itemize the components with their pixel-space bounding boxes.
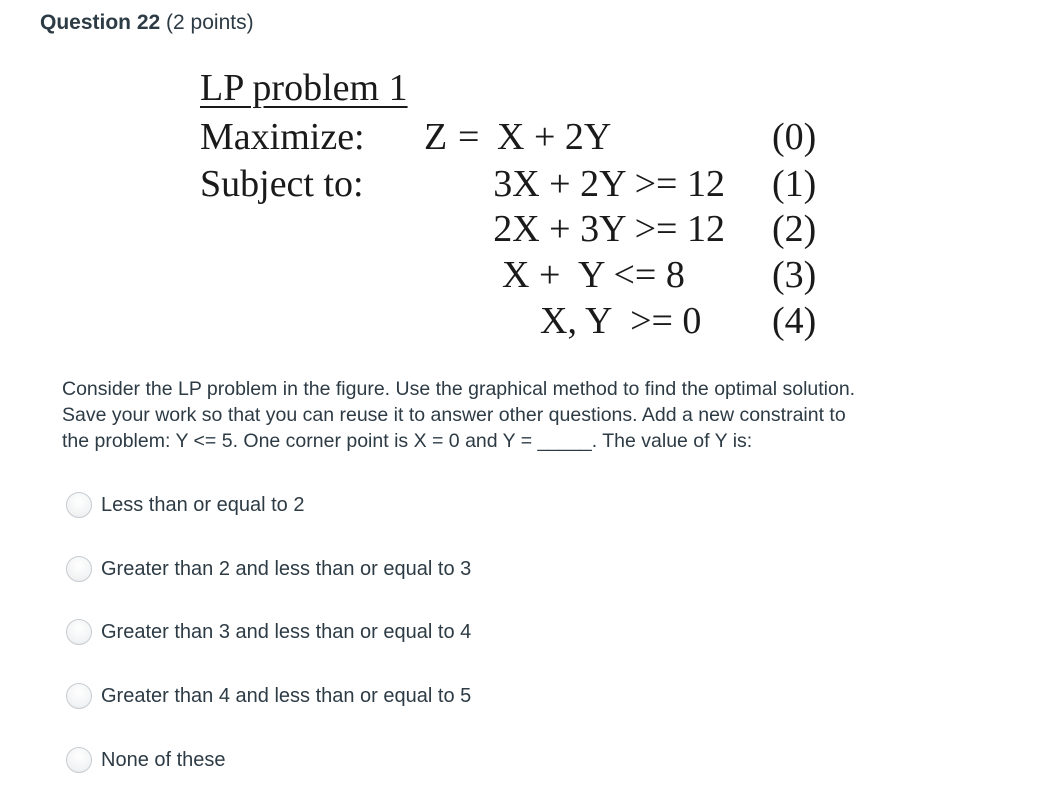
constraint-3-number: (3) [772, 254, 817, 296]
radio-button[interactable] [66, 683, 92, 709]
objective-z: Z [424, 116, 448, 158]
objective-equals: = [458, 116, 480, 158]
answer-option[interactable] [66, 747, 666, 773]
question-prompt [62, 376, 1022, 454]
figure-title: LP problem 1 [200, 67, 408, 109]
prompt-line-3: the problem: Y <= 5. One corner point is X = 0 and Y = _____. The value of Y is: [62, 430, 753, 452]
answer-label: None of these [101, 748, 226, 771]
constraint-1: 3X + 2Y >= 12 [493, 163, 725, 205]
radio-button[interactable] [66, 747, 92, 773]
answer-label: Less than or equal to 2 [101, 493, 305, 516]
constraint-1-number: (1) [772, 163, 817, 205]
constraint-2-number: (2) [772, 208, 817, 250]
answer-option[interactable] [66, 683, 666, 709]
answer-option[interactable] [66, 619, 666, 645]
objective-expression: X + 2Y [497, 116, 612, 158]
objective-number: (0) [772, 116, 817, 158]
answer-label: Greater than 4 and less than or equal to 5 [101, 684, 472, 707]
constraint-4: X, Y >= 0 [540, 300, 702, 342]
answer-option[interactable] [66, 492, 666, 518]
radio-button[interactable] [66, 492, 92, 518]
radio-button[interactable] [66, 556, 92, 582]
answer-option[interactable] [66, 556, 666, 582]
prompt-line-1: Consider the LP problem in the figure. Use the graphical method to find the optimal solution. [62, 378, 856, 400]
radio-button[interactable] [66, 619, 92, 645]
maximize-label: Maximize: [200, 116, 365, 158]
constraint-4-number: (4) [772, 300, 817, 342]
question-points: (2 points) [166, 11, 254, 34]
answer-label: Greater than 2 and less than or equal to 3 [101, 557, 472, 580]
constraint-3: X + Y <= 8 [502, 254, 685, 296]
answer-label: Greater than 3 and less than or equal to 4 [101, 620, 472, 643]
lp-problem-figure [0, 0, 1048, 360]
constraint-2: 2X + 3Y >= 12 [493, 208, 725, 250]
prompt-line-2: Save your work so that you can reuse it to answer other questions. Add a new constraint to [62, 404, 846, 426]
question-title: Question 22 [40, 11, 161, 34]
subject-to-label: Subject to: [200, 163, 364, 205]
